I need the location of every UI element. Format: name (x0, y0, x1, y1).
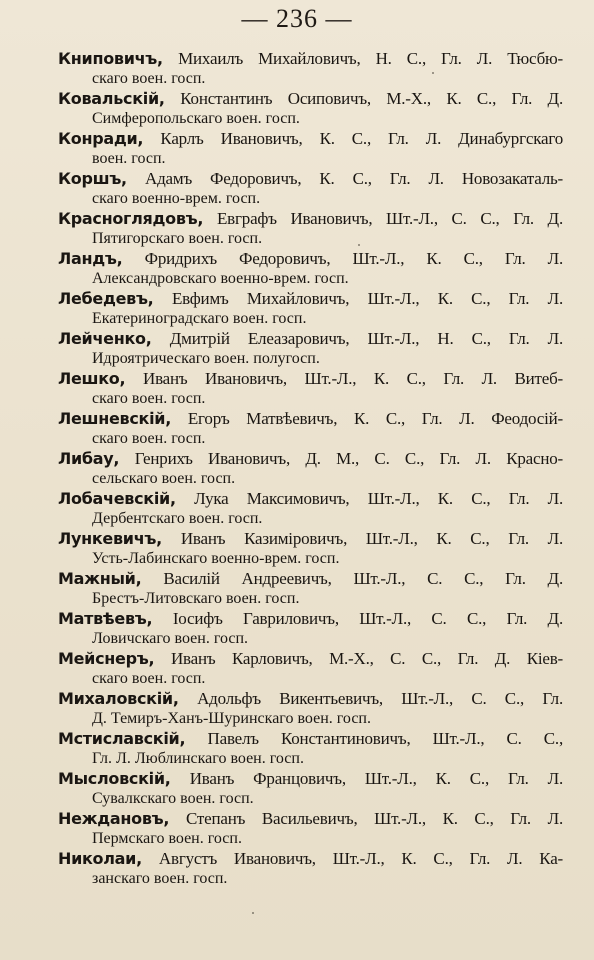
list-item (58, 649, 563, 689)
entry-surname: Лобачевскій, (58, 489, 176, 508)
list-item (58, 249, 563, 289)
entry-continuation: Д. Темиръ-Ханъ-Шуринскаго воен. госп. (92, 710, 371, 727)
entry-details: Степанъ Васильевичъ, Шт.-Л., К. С., Гл. Л. (186, 809, 563, 828)
entry-surname: Николаи, (58, 849, 142, 868)
entry-details: Евфимъ Михайловичъ, Шт.-Л., К. С., Гл. Л. (171, 289, 563, 308)
entry-surname: Лешко, (58, 369, 126, 388)
entry-surname: Мейснеръ, (58, 649, 155, 668)
entry-surname: Книповичъ, (58, 49, 163, 68)
entry-surname: Лешневскій, (58, 409, 171, 428)
print-speck (358, 244, 360, 246)
entry-continuation: Гл. Л. Люблинскаго воен. госп. (92, 750, 304, 767)
entry-details: Егоръ Матвѣевичъ, К. С., Гл. Л. Феодосій- (187, 409, 563, 428)
entry-surname: Лебедевъ, (58, 289, 154, 308)
entry-details: Лука Максимовичъ, Шт.-Л., К. С., Гл. Л. (194, 489, 563, 508)
entry-surname: Мысловскій, (58, 769, 171, 788)
entry-surname: Красноглядовъ, (58, 209, 204, 228)
list-item (58, 129, 563, 169)
list-item (58, 489, 563, 529)
entry-surname: Конради, (58, 129, 144, 148)
entry-details: Василій Андреевичъ, Шт.-Л., С. С., Гл. Д. (163, 569, 563, 588)
entry-surname: Мажный, (58, 569, 142, 588)
entry-details: Карлъ Ивановичъ, К. С., Гл. Л. Динабургскаго (160, 129, 563, 148)
entry-continuation: Дербентскаго воен. госп. (92, 510, 263, 527)
list-item (58, 849, 563, 889)
entry-continuation: воен. госп. (92, 150, 166, 167)
entry-continuation: скаго воен. госп. (92, 390, 206, 407)
entry-surname: Коршъ, (58, 169, 127, 188)
entry-details: Михаилъ Михайловичъ, Н. С., Гл. Л. Тюсбю- (178, 49, 563, 68)
list-item (58, 609, 563, 649)
entry-details: Фридрихъ Федоровичъ, Шт.-Л., К. С., Гл. Л. (144, 249, 563, 268)
entry-continuation: Екатериноградскаго воен. госп. (92, 310, 307, 327)
entry-continuation: скаго воен. госп. (92, 670, 206, 687)
page-number: — 236 — (241, 4, 353, 33)
entry-details: Иванъ Казиміровичъ, Шт.-Л., К. С., Гл. Л. (180, 529, 563, 548)
entry-details: Евграфъ Ивановичъ, Шт.-Л., С. С., Гл. Д. (217, 209, 563, 228)
entry-details: Адольфъ Викентьевичъ, Шт.-Л., С. С., Гл. (197, 689, 563, 708)
entry-continuation: Ловичскаго воен. госп. (92, 630, 249, 647)
entries-list (58, 49, 563, 889)
list-item (58, 169, 563, 209)
entry-surname: Михаловскій, (58, 689, 179, 708)
entry-continuation: скаго воен. госп. (92, 70, 206, 87)
entry-surname: Лункевичъ, (58, 529, 162, 548)
entry-continuation: Идроятрическаго воен. полугосп. (92, 350, 320, 367)
list-item (58, 409, 563, 449)
list-item (58, 449, 563, 489)
entry-surname: Матвѣевъ, (58, 609, 153, 628)
entry-details: Генрихъ Ивановичъ, Д. М., С. С., Гл. Л. Красно- (134, 449, 563, 468)
entry-surname: Ландъ, (58, 249, 123, 268)
entry-surname: Ковальскій, (58, 89, 165, 108)
list-item (58, 809, 563, 849)
list-item (58, 569, 563, 609)
entry-surname: Мстиславскій, (58, 729, 186, 748)
entry-surname: Лейченко, (58, 329, 152, 348)
entry-details: Дмитрій Елеазаровичъ, Шт.-Л., Н. С., Гл. Л. (169, 329, 563, 348)
entry-continuation: Сувалкскаго воен. госп. (92, 790, 254, 807)
list-item (58, 729, 563, 769)
entry-details: Константинъ Осиповичъ, М.-Х., К. С., Гл. Д. (180, 89, 563, 108)
entry-continuation: сельскаго воен. госп. (92, 470, 236, 487)
entry-continuation: Пятигорскаго воен. госп. (92, 230, 263, 247)
entry-continuation: занскаго воен. госп. (92, 870, 228, 887)
entry-details: Павелъ Константиновичъ, Шт.-Л., С. С., (207, 729, 563, 748)
entry-continuation: Пермскаго воен. госп. (92, 830, 242, 847)
entry-continuation: Усть-Лабинскаго военно-врем. госп. (92, 550, 340, 567)
list-item (58, 89, 563, 129)
entry-details: Іосифъ Гавриловичъ, Шт.-Л., С. С., Гл. Д. (172, 609, 563, 628)
entry-details: Иванъ Ивановичъ, Шт.-Л., К. С., Гл. Л. Витеб- (143, 369, 563, 388)
entry-continuation: скаго воен. госп. (92, 430, 206, 447)
entry-continuation: Симферопольскаго воен. госп. (92, 110, 300, 127)
list-item (58, 329, 563, 369)
entry-continuation: Александровскаго военно-врем. госп. (92, 270, 349, 287)
entry-details: Иванъ Францовичъ, Шт.-Л., К. С., Гл. Л. (189, 769, 563, 788)
list-item (58, 209, 563, 249)
entry-details: Иванъ Карловичъ, М.-Х., С. С., Гл. Д. Кіев- (170, 649, 563, 668)
entry-surname: Неждановъ, (58, 809, 170, 828)
entry-details: Адамъ Федоровичъ, К. С., Гл. Л. Новозакаталь- (145, 169, 563, 188)
entry-details: Августъ Ивановичъ, Шт.-Л., К. С., Гл. Л. Ка- (158, 849, 563, 868)
list-item (58, 49, 563, 89)
entry-continuation: Брестъ-Литовскаго воен. госп. (92, 590, 300, 607)
print-speck (432, 72, 434, 74)
entry-surname: Либау, (58, 449, 120, 468)
list-item (58, 769, 563, 809)
print-speck (252, 912, 254, 914)
entry-continuation: скаго военно-врем. госп. (92, 190, 261, 207)
list-item (58, 529, 563, 569)
list-item (58, 689, 563, 729)
list-item (58, 369, 563, 409)
list-item (58, 289, 563, 329)
